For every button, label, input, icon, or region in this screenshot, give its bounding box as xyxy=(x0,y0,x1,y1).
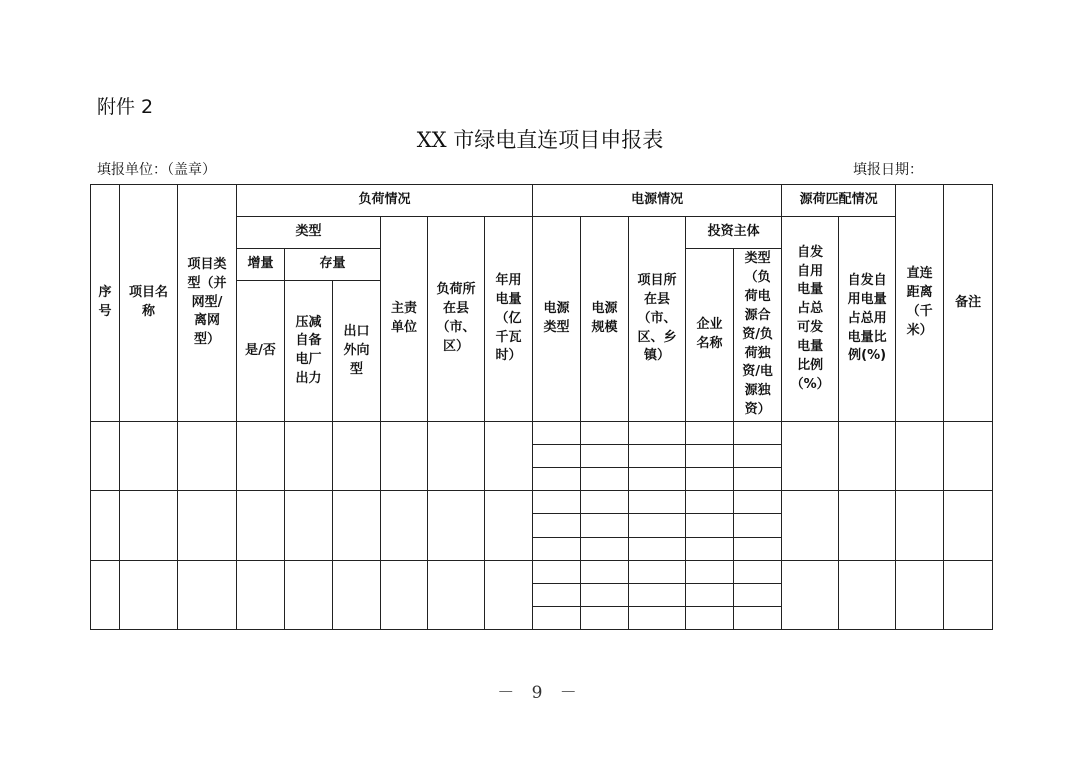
power-source-cell[interactable] xyxy=(581,606,629,629)
project-cell[interactable] xyxy=(782,422,839,491)
power-source-cell[interactable] xyxy=(734,583,782,606)
table-row xyxy=(91,560,993,583)
power-source-cell[interactable] xyxy=(686,445,734,468)
power-source-cell[interactable] xyxy=(629,560,686,583)
project-cell[interactable] xyxy=(485,560,533,629)
project-cell[interactable] xyxy=(178,491,237,560)
header-direct-distance: 直连 距离 （千 米） xyxy=(896,185,944,422)
power-source-cell[interactable] xyxy=(686,606,734,629)
power-source-cell[interactable] xyxy=(581,560,629,583)
project-cell[interactable] xyxy=(896,560,944,629)
project-cell[interactable] xyxy=(944,491,993,560)
power-source-cell[interactable] xyxy=(533,422,581,445)
power-source-cell[interactable] xyxy=(686,422,734,445)
header-project-type: 项目类 型（并 网型/ 离网 型） xyxy=(178,185,237,422)
header-project-name: 项目名 称 xyxy=(120,185,178,422)
header-annual-consumption: 年用 电量 （亿 千瓦 时） xyxy=(485,217,533,422)
power-source-cell[interactable] xyxy=(629,606,686,629)
power-source-cell[interactable] xyxy=(533,468,581,491)
project-cell[interactable] xyxy=(91,491,120,560)
project-cell[interactable] xyxy=(428,422,485,491)
header-power-type: 电源 类型 xyxy=(533,217,581,422)
project-cell[interactable] xyxy=(381,422,428,491)
power-source-cell[interactable] xyxy=(581,468,629,491)
power-source-cell[interactable] xyxy=(581,422,629,445)
project-cell[interactable] xyxy=(237,422,285,491)
header-export-oriented: 出口 外向 型 xyxy=(333,281,381,422)
power-source-cell[interactable] xyxy=(581,514,629,537)
power-source-cell[interactable] xyxy=(734,560,782,583)
power-source-cell[interactable] xyxy=(581,445,629,468)
project-cell[interactable] xyxy=(839,560,896,629)
power-source-cell[interactable] xyxy=(629,537,686,560)
header-increment: 增量 xyxy=(237,249,285,281)
power-source-cell[interactable] xyxy=(581,583,629,606)
fill-unit-label: 填报单位：（盖章） xyxy=(97,162,216,178)
table-row xyxy=(91,422,993,445)
power-source-cell[interactable] xyxy=(533,445,581,468)
project-cell[interactable] xyxy=(428,560,485,629)
project-cell[interactable] xyxy=(333,422,381,491)
project-cell[interactable] xyxy=(896,491,944,560)
project-cell[interactable] xyxy=(944,422,993,491)
power-source-cell[interactable] xyxy=(734,514,782,537)
attachment-label: 附件 2 xyxy=(97,96,154,118)
project-cell[interactable] xyxy=(178,560,237,629)
header-load-info: 负荷情况 xyxy=(237,185,533,217)
header-investor-type: 类型 （负 荷电 源合 资/负 荷独 资/电 源独 资） xyxy=(734,249,782,422)
header-index: 序 号 xyxy=(91,185,120,422)
power-source-cell[interactable] xyxy=(629,514,686,537)
header-yes-no: 是/否 xyxy=(237,281,285,422)
power-source-cell[interactable] xyxy=(533,491,581,514)
power-source-cell[interactable] xyxy=(533,606,581,629)
power-source-cell[interactable] xyxy=(581,491,629,514)
project-cell[interactable] xyxy=(237,560,285,629)
page-number: － 9 － xyxy=(497,683,583,703)
power-source-cell[interactable] xyxy=(734,445,782,468)
project-cell[interactable] xyxy=(237,491,285,560)
form-title: XX 市绿电直连项目申报表 xyxy=(416,128,664,152)
power-source-cell[interactable] xyxy=(629,583,686,606)
power-source-cell[interactable] xyxy=(734,537,782,560)
header-reduce-self-plant: 压减 自备 电厂 出力 xyxy=(285,281,333,422)
power-source-cell[interactable] xyxy=(686,491,734,514)
project-cell[interactable] xyxy=(333,560,381,629)
application-form-table xyxy=(90,184,993,630)
power-source-cell[interactable] xyxy=(734,468,782,491)
power-source-cell[interactable] xyxy=(533,537,581,560)
power-source-cell[interactable] xyxy=(581,537,629,560)
power-source-cell[interactable] xyxy=(686,537,734,560)
header-stock: 存量 xyxy=(285,249,381,281)
header-power-scale: 电源 规模 xyxy=(581,217,629,422)
project-cell[interactable] xyxy=(381,491,428,560)
project-cell[interactable] xyxy=(428,491,485,560)
header-company-name: 企业 名称 xyxy=(686,249,734,422)
project-cell[interactable] xyxy=(782,491,839,560)
project-cell[interactable] xyxy=(782,560,839,629)
project-cell[interactable] xyxy=(485,491,533,560)
project-cell[interactable] xyxy=(91,422,120,491)
power-source-cell[interactable] xyxy=(629,445,686,468)
power-source-cell[interactable] xyxy=(686,468,734,491)
project-cell[interactable] xyxy=(839,491,896,560)
project-cell[interactable] xyxy=(896,422,944,491)
header-load-type: 类型 xyxy=(237,217,381,249)
fill-date-label: 填报日期： xyxy=(853,162,923,178)
header-self-use-ratio: 自发自 用电量 占总用 电量比 例(%) xyxy=(839,217,896,422)
power-source-cell[interactable] xyxy=(629,422,686,445)
power-source-cell[interactable] xyxy=(686,514,734,537)
header-load-county: 负荷所 在县 （市、 区） xyxy=(428,217,485,422)
project-cell[interactable] xyxy=(91,560,120,629)
project-cell[interactable] xyxy=(333,491,381,560)
project-cell[interactable] xyxy=(120,422,178,491)
power-source-cell[interactable] xyxy=(734,422,782,445)
power-source-cell[interactable] xyxy=(533,560,581,583)
header-responsible-unit: 主责 单位 xyxy=(381,217,428,422)
table-body xyxy=(91,422,993,630)
project-cell[interactable] xyxy=(839,422,896,491)
power-source-cell[interactable] xyxy=(734,606,782,629)
project-cell[interactable] xyxy=(381,560,428,629)
power-source-cell[interactable] xyxy=(629,491,686,514)
header-self-gen-ratio: 自发 自用 电量 占总 可发 电量 比例 （%） xyxy=(782,217,839,422)
power-source-cell[interactable] xyxy=(686,583,734,606)
project-cell[interactable] xyxy=(944,560,993,629)
header-match-info: 源荷匹配情况 xyxy=(782,185,896,217)
project-cell[interactable] xyxy=(485,422,533,491)
power-source-cell[interactable] xyxy=(533,583,581,606)
table-header xyxy=(91,185,993,422)
power-source-cell[interactable] xyxy=(533,514,581,537)
header-remarks: 备注 xyxy=(944,185,993,422)
header-investor: 投资主体 xyxy=(686,217,782,249)
project-cell[interactable] xyxy=(178,422,237,491)
table-row xyxy=(91,491,993,514)
power-source-cell[interactable] xyxy=(686,560,734,583)
project-cell[interactable] xyxy=(285,491,333,560)
header-project-county: 项目所 在县 （市、 区、乡 镇） xyxy=(629,217,686,422)
project-cell[interactable] xyxy=(120,491,178,560)
project-cell[interactable] xyxy=(120,560,178,629)
project-cell[interactable] xyxy=(285,422,333,491)
project-cell[interactable] xyxy=(285,560,333,629)
header-power-info: 电源情况 xyxy=(533,185,782,217)
power-source-cell[interactable] xyxy=(734,491,782,514)
power-source-cell[interactable] xyxy=(629,468,686,491)
